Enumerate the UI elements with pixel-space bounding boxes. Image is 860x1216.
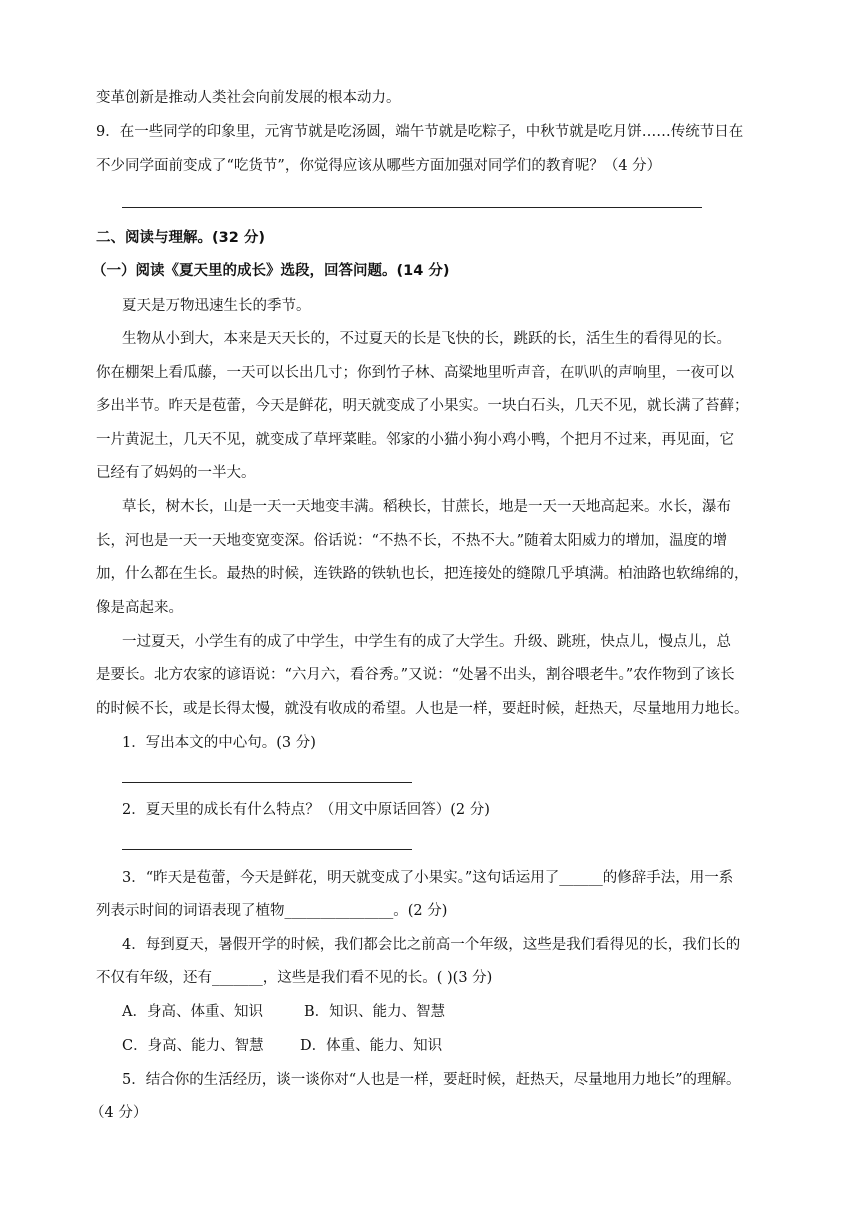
passage-line: 的时候不长，或是长得太慢，就没有收成的希望。人也是一样，要赶时候，赶热天，尽量地用力地长。 — [96, 701, 749, 717]
question-4-option-b[interactable]: B．知识、能力、智慧 — [304, 1004, 446, 1020]
question-4-option-a[interactable]: A．身高、体重、知识 — [122, 1004, 263, 1020]
question-5-line-2: （4 分） — [90, 1105, 148, 1121]
passage-line: 长，河也是一天一天地变宽变深。俗话说：“不热不长，不热不大。”随着太阳威力的增加，温度的增 — [96, 533, 728, 549]
passage-line: 一片黄泥土，几天不见，就变成了草坪菜畦。邻家的小猫小狗小鸡小鸭，个把月不过来，再见面，它 — [96, 432, 734, 448]
question-3-line-1: 3．“昨天是苞蕾，今天是鲜花，明天就变成了小果实。”这句话运用了______的修辞手法，用一系 — [122, 870, 734, 886]
question-4-line-1: 4．每到夏天，暑假开学的时候，我们都会比之前高一个年级，这些是我们看得见的长，我们长的 — [122, 937, 741, 953]
question-1-answer-line[interactable] — [122, 782, 412, 783]
passage-line: 已经有了妈妈的一半大。 — [96, 465, 256, 481]
question-2: 2．夏天里的成长有什么特点？（用文中原话回答）(2 分) — [122, 802, 490, 818]
passage-line: 像是高起来。 — [96, 600, 183, 616]
question-9-line-1: 9．在一些同学的印象里，元宵节就是吃汤圆，端午节就是吃粽子，中秋节就是吃月饼……传统节日在 — [96, 124, 744, 140]
passage-line: 你在棚架上看瓜藤，一天可以长出几寸；你到竹子林、高粱地里听声音，在叭叭的声响里，一夜可以 — [96, 365, 734, 381]
passage-line: 是要长。北方农家的谚语说：“六月六，看谷秀。”又说：“处暑不出头，割谷喂老牛。”农作物到了该长 — [96, 667, 735, 683]
question-1: 1．写出本文的中心句。(3 分) — [122, 735, 316, 751]
question-9-line-2: 不少同学面前变成了“吃货节”，你觉得应该从哪些方面加强对同学们的教育呢？（4 分） — [96, 158, 662, 174]
part-1-heading: （一）阅读《夏天里的成长》选段，回答问题。(14 分) — [92, 263, 450, 279]
section-2-heading: 二、阅读与理解。(32 分) — [96, 230, 265, 246]
passage-line: 草长，树木长，山是一天一天地变丰满。稻秧长，甘蔗长，地是一天一天地高起来。水长，瀑布 — [122, 499, 731, 515]
question-2-answer-line[interactable] — [122, 849, 412, 850]
question-5-line-1: 5．结合你的生活经历，谈一谈你对“人也是一样，要赶时候，赶热天，尽量地用力地长”的理解。 — [122, 1072, 741, 1088]
passage-line: 多出半节。昨天是苞蕾，今天是鲜花，明天就变成了小果实。一块白石头，几天不见，就长满了苔藓； — [96, 398, 749, 414]
passage-line: 夏天是万物迅速生长的季节。 — [122, 298, 311, 314]
passage-line: 加，什么都在生长。最热的时候，连铁路的铁轨也长，把连接处的缝隙几乎填满。柏油路也软绵绵的， — [96, 566, 749, 582]
passage-line: 一过夏天，小学生有的成了中学生，中学生有的成了大学生。升级、跳班，快点儿，慢点儿，总 — [122, 634, 731, 650]
question-4-line-2: 不仅有年级，还有_______，这些是我们看不见的长。( )(3 分) — [96, 970, 493, 986]
question-4-option-d[interactable]: D．体重、能力、知识 — [300, 1038, 443, 1054]
question-9-answer-line[interactable] — [122, 207, 702, 208]
passage-line: 生物从小到大，本来是天天长的，不过夏天的长是飞快的长，跳跃的长，活生生的看得见的长。 — [122, 331, 731, 347]
question-4-option-c[interactable]: C．身高、能力、智慧 — [122, 1038, 264, 1054]
question-3-line-2: 列表示时间的词语表现了植物_______________。(2 分) — [96, 903, 448, 919]
previous-answer-tail: 变革创新是推动人类社会向前发展的根本动力。 — [96, 90, 401, 106]
